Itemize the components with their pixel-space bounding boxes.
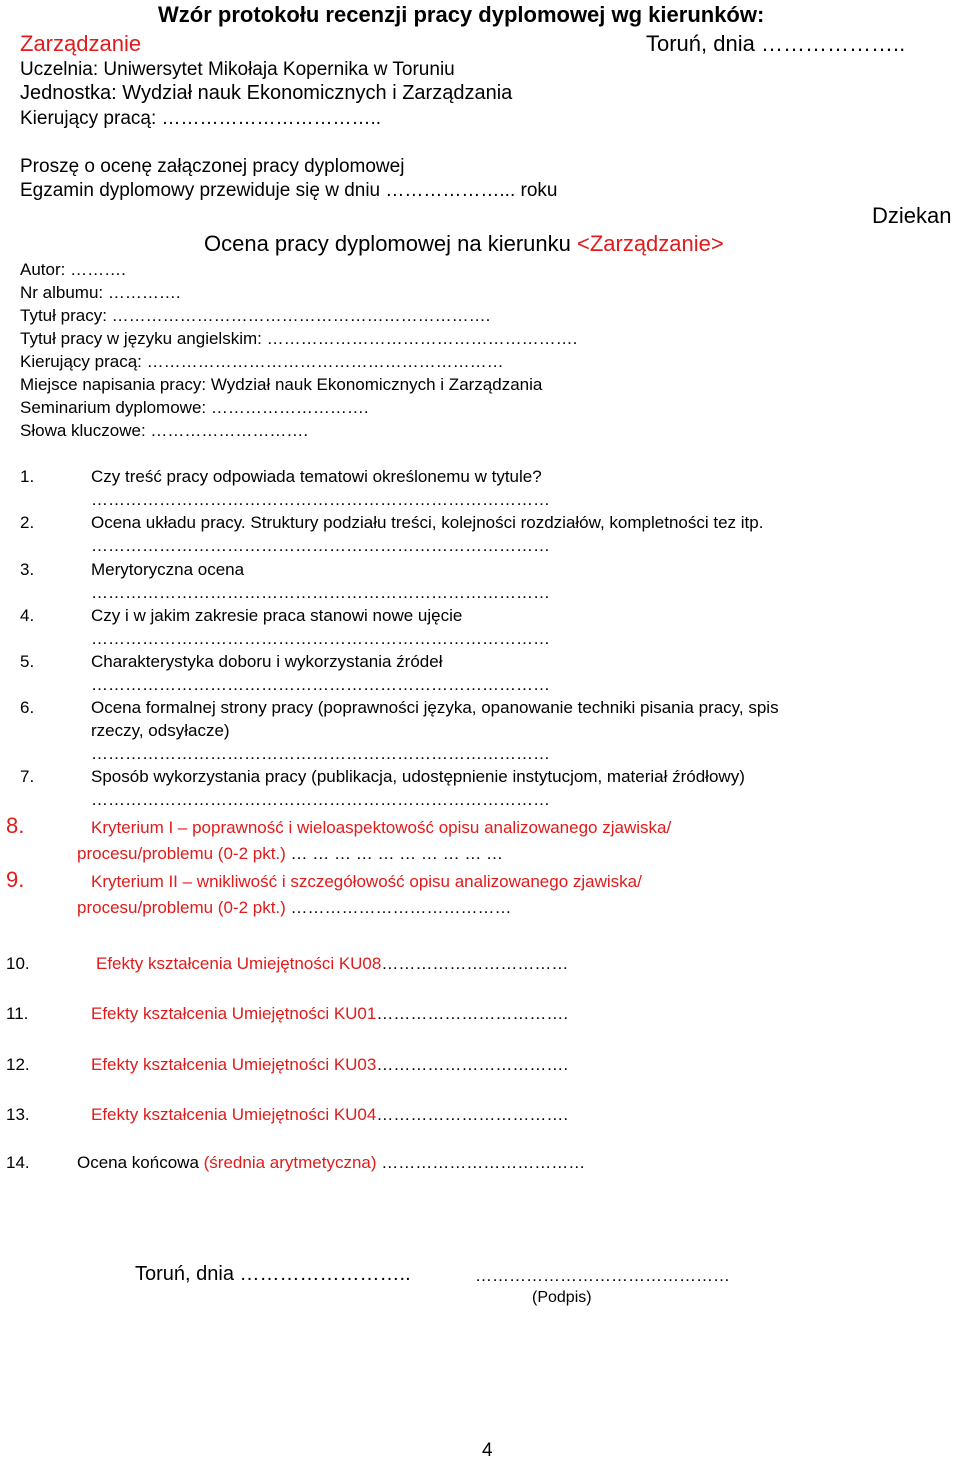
keywords: Słowa kluczowe: ………………………. [20,421,309,440]
final-grade-label: Ocena końcowa [77,1153,204,1172]
supervisor: Kierujący pracą: ……………………………………………………… [20,352,504,371]
criterion-text: Kryterium II – wnikliwość i szczegółowość opisu analizowanego zjawiska/ [91,872,642,891]
item-text-continued: rzeczy, odsyłacze) [91,721,230,740]
effect-row [91,1004,568,1024]
item-dots: ……………………………………………………………………… [91,675,550,694]
final-grade [77,1153,585,1173]
item-dots: ……………………………………………………………………… [91,583,550,602]
item-dots: ……………………………………………………………………… [91,629,550,648]
effect-dots: ……………………………. [376,1004,569,1023]
thesis-title-en: Tytuł pracy w języku angielskim: ………………………………………………. [20,329,578,348]
exam-date: Egzamin dyplomowy przewiduje się w dniu ………………... roku [20,180,558,201]
unit: Jednostka: Wydział nauk Ekonomicznych i Zarządzania [20,82,513,104]
university: Uczelnia: Uniwersytet Mikołaja Kopernika w Toruniu [20,59,455,80]
section-title [204,231,724,257]
criterion-text: Kryterium I – poprawność i wieloaspektowość opisu analizowanego zjawiska/ [91,818,672,837]
item-text: Merytoryczna ocena [91,560,245,579]
item-number: 5. [20,652,35,671]
item-text: Czy i w jakim zakresie praca stanowi nowe ujęcie [91,606,463,625]
item-number: 4. [20,606,35,625]
effect-row [91,1105,568,1125]
section-title-field: <Zarządzanie> [576,231,724,256]
album-number: Nr albumu: …………. [20,283,181,302]
effect-label: Efekty kształcenia Umiejętności KU04 [91,1105,377,1124]
effect-dots: …………………………… [381,954,569,973]
item-text: Sposób wykorzystania pracy (publikacja, udostępnienie instytucjom, materiał źródłowy) [91,767,745,786]
signature-label: (Podpis) [532,1289,592,1306]
item-dots: ……………………………………………………………………… [91,536,550,555]
place-of-writing: Miejsce napisania pracy: Wydział nauk Ekonomicznych i Zarządzania [20,375,543,394]
request-text: Proszę o ocenę załączonej pracy dyplomowej [20,156,405,177]
item-number: 7. [20,767,35,786]
effect-number: 12. [6,1055,30,1074]
effect-row [96,954,568,974]
item-dots: ……………………………………………………………………… [91,744,550,763]
criterion-text-continued [77,844,503,864]
item-number: 6. [20,698,35,717]
item-number: 2. [20,513,35,532]
supervisor-top: Kierujący pracą: …………………………….. [20,108,382,129]
field-of-study: Zarządzanie [20,31,142,56]
effect-number: 13. [6,1105,30,1124]
final-grade-note: (średnia arytmetyczna) [203,1153,377,1172]
effect-number: 11. [6,1004,29,1023]
criterion-text-red: procesu/problemu (0-2 pkt.) [77,844,286,863]
criterion-dots: ………………………………… [285,898,512,917]
criterion-text-red: procesu/problemu (0-2 pkt.) [77,898,286,917]
effect-number: 10. [6,954,30,973]
item-text: Ocena formalnej strony pracy (poprawności języka, opanowanie techniki pisania pracy, spis [91,698,779,717]
effect-label: Efekty kształcenia Umiejętności KU08 [96,954,382,973]
criterion-dots: … … … … … … … … … … [285,844,504,863]
effect-row [91,1055,568,1075]
criterion-number: 9. [6,867,25,892]
effect-label: Efekty kształcenia Umiejętności KU01 [91,1004,377,1023]
author: Autor: ………. [20,260,126,279]
final-number: 14. [6,1153,30,1172]
place-date-top: Toruń, dnia ……………….. [646,31,906,56]
item-number: 3. [20,560,35,579]
criterion-text-continued [77,898,512,918]
item-text: Czy treść pracy odpowiada tematowi określonemu w tytule? [91,467,542,486]
thesis-title: Tytuł pracy: …………………………………………………………. [20,306,491,325]
item-number: 1. [20,467,35,486]
criterion-number: 8. [6,813,25,838]
item-text: Charakterystyka doboru i wykorzystania źródeł [91,652,443,671]
effect-label: Efekty kształcenia Umiejętności KU03 [91,1055,377,1074]
section-title-prefix: Ocena pracy dyplomowej na kierunku [204,231,577,256]
dean-label: Dziekan [872,203,952,228]
footer-place-date: Toruń, dnia …………………….. [135,1263,411,1285]
page-number: 4 [482,1440,493,1461]
item-text: Ocena układu pracy. Struktury podziału treści, kolejności rozdziałów, kompletności tez itp. [91,513,764,532]
seminar: Seminarium dyplomowe: ………………………. [20,398,369,417]
document-title: Wzór protokołu recenzji pracy dyplomowej wg kierunków: [158,2,765,27]
signature-line: ……………………………………… [475,1266,730,1285]
item-dots: ……………………………………………………………………… [91,790,550,809]
effect-dots: ……………………………. [376,1105,569,1124]
effect-dots: ……………………………. [376,1055,569,1074]
final-grade-dots: ……………………………… [376,1153,586,1172]
item-dots: ……………………………………………………………………… [91,490,550,509]
